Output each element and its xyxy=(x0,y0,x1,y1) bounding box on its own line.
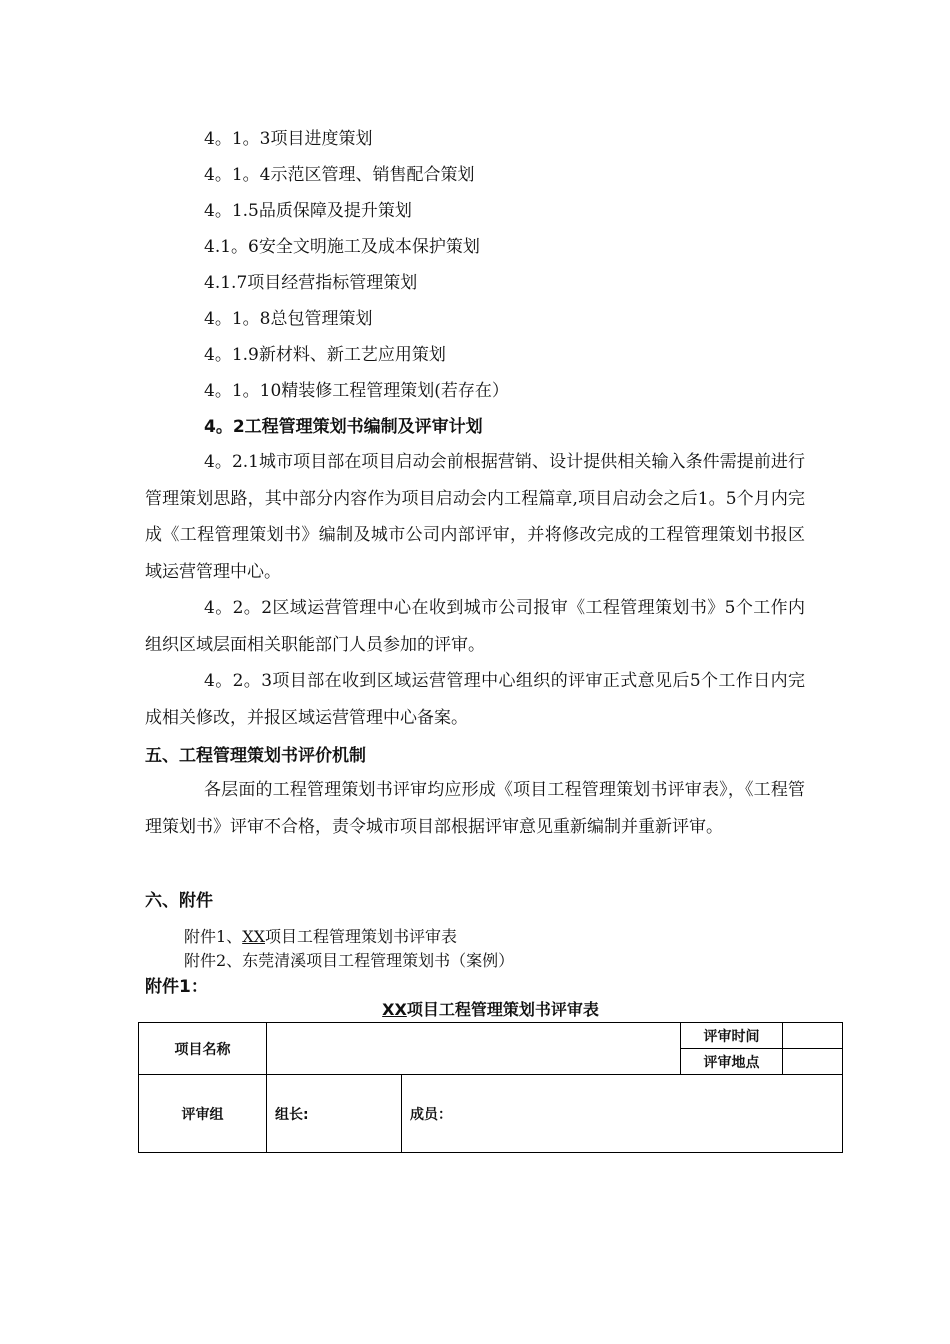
toc-line-1: 4。1。3项目进度策划 xyxy=(204,129,373,149)
attachment-1-xx: XX xyxy=(242,927,265,946)
review-time-label: 评审时间 xyxy=(680,1023,782,1049)
review-place-value xyxy=(782,1049,842,1075)
toc-line-7: 4。1.9新材料、新工艺应用策划 xyxy=(204,345,446,365)
attachment-2-line: 附件2、东莞清溪项目工程管理策划书（案例） xyxy=(184,951,515,970)
toc-line-6: 4。1。8总包管理策划 xyxy=(204,309,373,329)
attachment-1-prefix: 附件1、 xyxy=(184,927,243,946)
table-title-xx: XX xyxy=(382,1000,407,1019)
section-heading-6: 六、附件 xyxy=(145,891,213,911)
toc-line-4: 4.1。6安全文明施工及成本保护策划 xyxy=(204,237,480,257)
paragraph-4-2-3: 4。2。3项目部在收到区域运营管理中心组织的评审正式意见后5个工作日内完成相关修改，并报区域运营管理中心备案。 xyxy=(145,671,805,728)
toc-line-3: 4。1.5品质保障及提升策划 xyxy=(204,201,412,221)
attachment-1-line xyxy=(184,927,457,947)
toc-line-2: 4。1。4示范区管理、销售配合策划 xyxy=(204,165,475,185)
project-name-label: 项目名称 xyxy=(139,1023,267,1075)
table-title-text: 项目工程管理策划书评审表 xyxy=(406,1000,599,1019)
review-place-label: 评审地点 xyxy=(680,1049,782,1075)
project-name-value xyxy=(267,1023,681,1075)
review-time-value xyxy=(782,1023,842,1049)
toc-line-8: 4。1。10精装修工程管理策划(若存在） xyxy=(204,381,509,401)
paragraph-5: 各层面的工程管理策划书评审均应形成《项目工程管理策划书评审表》，《工程管理策划书》评审不合格，责令城市项目部根据评审意见重新编制并重新评审。 xyxy=(145,780,805,837)
members-cell: 成员： xyxy=(402,1075,843,1153)
appendix-label: 附件1： xyxy=(145,977,208,997)
review-group-label: 评审组 xyxy=(139,1075,267,1153)
section-heading-4-2: 4。2工程管理策划书编制及评审计划 xyxy=(204,417,483,437)
toc-line-5: 4.1.7项目经营指标管理策划 xyxy=(204,273,418,293)
leader-cell: 组长: xyxy=(267,1075,402,1153)
section-heading-5: 五、工程管理策划书评价机制 xyxy=(145,746,366,766)
review-table xyxy=(138,1022,843,1153)
paragraph-4-2-1: 4。2.1城市项目部在项目启动会前根据营销、设计提供相关输入条件需提前进行管理策划思路，其中部分内容作为项目启动会内工程篇章,项目启动会之后1。5个月内完成《工程管理策划书》编制及城市公司内部评审，并将修改完成的工程管理策划书报区域运营管理中心。 xyxy=(145,452,805,582)
table-title xyxy=(138,1000,843,1020)
attachment-1-title: 项目工程管理策划书评审表 xyxy=(264,927,457,946)
paragraph-4-2-2: 4。2。2区域运营管理中心在收到城市公司报审《工程管理策划书》5个工作内组织区域层面相关职能部门人员参加的评审。 xyxy=(145,598,805,655)
